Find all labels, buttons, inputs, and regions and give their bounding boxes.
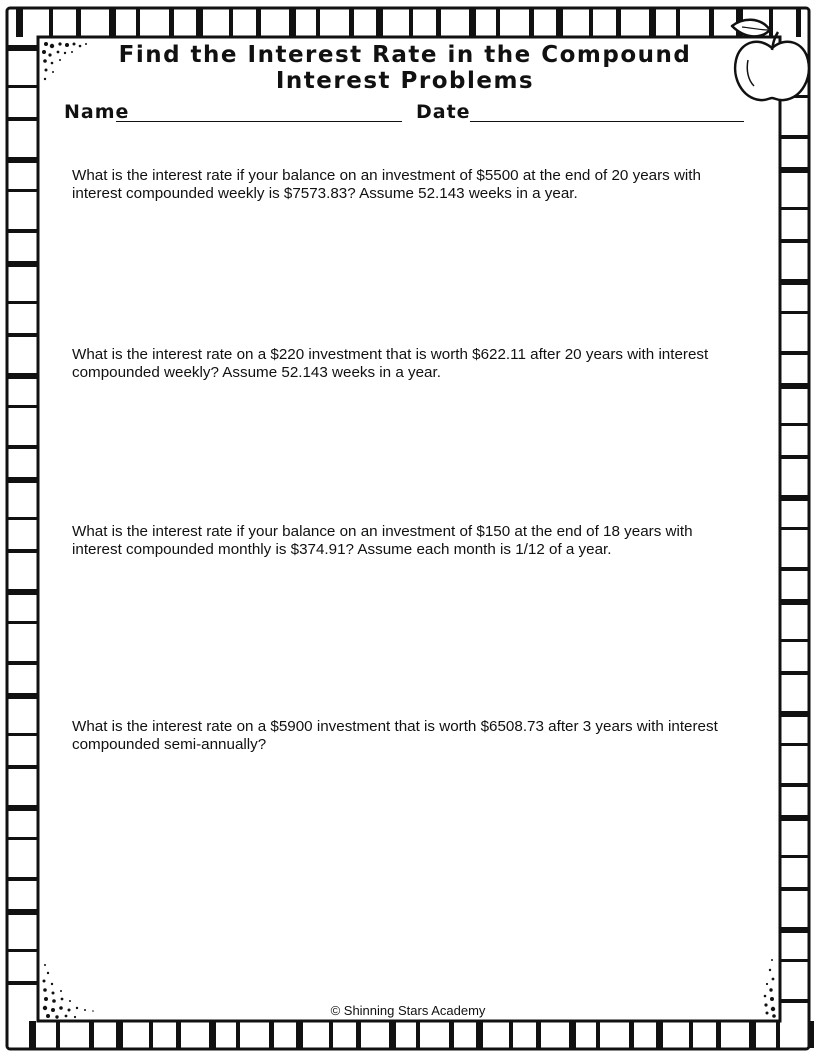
border-stripe bbox=[616, 9, 621, 37]
border-stripe bbox=[116, 1021, 123, 1048]
border-stripe bbox=[780, 495, 809, 501]
border-stripe bbox=[780, 815, 809, 821]
border-stripe bbox=[780, 167, 809, 173]
border-stripe bbox=[8, 949, 38, 952]
border-stripe bbox=[780, 527, 809, 530]
border-stripe bbox=[436, 9, 441, 37]
question-4: What is the interest rate on a $5900 investment that is worth $6508.73 after 3 years with interest compounded semi-annually? bbox=[72, 718, 718, 753]
border-stripe bbox=[769, 9, 773, 37]
border-stripe bbox=[289, 9, 296, 37]
border-stripe bbox=[8, 661, 38, 665]
border-stripe bbox=[780, 671, 809, 675]
border-stripe bbox=[8, 549, 38, 553]
border-stripe bbox=[780, 743, 809, 746]
border-stripe bbox=[796, 9, 801, 37]
border-stripe bbox=[780, 959, 809, 962]
border-stripe bbox=[8, 589, 38, 595]
border-stripe bbox=[780, 351, 809, 355]
name-field-line[interactable] bbox=[116, 121, 402, 122]
border-stripe bbox=[349, 9, 354, 37]
border-stripe bbox=[569, 1021, 576, 1048]
border-stripe bbox=[716, 1021, 721, 1048]
border-stripe bbox=[809, 1021, 814, 1048]
border-stripe bbox=[269, 1021, 274, 1048]
border-stripe bbox=[656, 1021, 663, 1048]
border-stripe bbox=[8, 189, 38, 192]
border-stripe bbox=[8, 157, 38, 163]
name-label: Name bbox=[64, 101, 130, 123]
border-stripe bbox=[16, 9, 23, 37]
border-stripe bbox=[416, 1021, 420, 1048]
border-stripe bbox=[780, 207, 809, 210]
border-stripe bbox=[8, 445, 38, 449]
border-stripe bbox=[8, 117, 38, 121]
border-stripe bbox=[589, 9, 593, 37]
border-stripe bbox=[8, 621, 38, 624]
question-2: What is the interest rate on a $220 investment that is worth $622.11 after 20 years with interest compounded weekly? Assume 52.143 weeks in a year. bbox=[72, 346, 709, 381]
border-stripe bbox=[29, 1021, 36, 1048]
date-field-line[interactable] bbox=[470, 121, 744, 122]
border-stripe bbox=[8, 765, 38, 769]
border-stripe bbox=[8, 85, 38, 88]
border-stripe bbox=[776, 1021, 780, 1048]
border-stripe bbox=[780, 239, 809, 243]
worksheet-title: Find the Interest Rate in the Compound Interest Problems bbox=[118, 42, 692, 94]
border-stripe bbox=[749, 1021, 756, 1048]
border-stripe bbox=[780, 639, 809, 642]
border-stripe bbox=[8, 693, 38, 699]
border-stripe bbox=[296, 1021, 303, 1048]
border-stripe bbox=[629, 1021, 634, 1048]
border-stripe bbox=[256, 9, 261, 37]
border-stripe bbox=[8, 405, 38, 408]
border-stripe bbox=[329, 1021, 333, 1048]
border-stripe bbox=[556, 9, 563, 37]
border-stripe bbox=[316, 9, 320, 37]
border-stripe bbox=[8, 301, 38, 304]
border-stripe bbox=[76, 9, 81, 37]
border-stripe bbox=[780, 567, 809, 571]
border-stripe bbox=[536, 1021, 541, 1048]
border-stripe bbox=[780, 855, 809, 858]
border-stripe bbox=[780, 423, 809, 426]
border-stripe bbox=[136, 9, 140, 37]
border-stripe bbox=[8, 229, 38, 233]
border-stripe bbox=[236, 1021, 240, 1048]
border-stripe bbox=[780, 711, 809, 717]
border-stripe bbox=[376, 9, 383, 37]
border-stripe bbox=[149, 1021, 153, 1048]
date-label: Date bbox=[416, 101, 471, 123]
border-stripe bbox=[449, 1021, 454, 1048]
border-stripe bbox=[676, 9, 680, 37]
border-stripe bbox=[476, 1021, 483, 1048]
border-stripe bbox=[8, 517, 38, 520]
border-stripe bbox=[780, 455, 809, 459]
border-stripe bbox=[229, 9, 233, 37]
border-stripe bbox=[780, 279, 809, 285]
border-stripe bbox=[89, 1021, 94, 1048]
border-stripe bbox=[496, 9, 500, 37]
border-stripe bbox=[8, 733, 38, 736]
border-stripe bbox=[8, 45, 38, 51]
border-stripe bbox=[169, 9, 174, 37]
border-stripe bbox=[8, 981, 38, 985]
border-stripe bbox=[780, 783, 809, 787]
border-stripe bbox=[509, 1021, 513, 1048]
border-stripe bbox=[596, 1021, 600, 1048]
border-stripe bbox=[389, 1021, 396, 1048]
border-stripe bbox=[8, 909, 38, 915]
border-stripe bbox=[109, 9, 116, 37]
border-stripe bbox=[780, 383, 809, 389]
border-stripe bbox=[649, 9, 656, 37]
border-stripe bbox=[780, 311, 809, 314]
border-stripe bbox=[409, 9, 413, 37]
border-stripe bbox=[780, 599, 809, 605]
border-stripe bbox=[196, 9, 203, 37]
question-3: What is the interest rate if your balance on an investment of $150 at the end of 18 years with interest compounded monthly is $374.91? Assume each month is 1/12 of a year. bbox=[72, 523, 693, 558]
border-stripe bbox=[56, 1021, 60, 1048]
border-stripe bbox=[8, 261, 38, 267]
border-stripe bbox=[529, 9, 534, 37]
border-stripe bbox=[709, 9, 714, 37]
border-stripe bbox=[176, 1021, 181, 1048]
border-stripe bbox=[8, 333, 38, 337]
border-stripe bbox=[469, 9, 476, 37]
border-stripe bbox=[8, 837, 38, 840]
border-stripe bbox=[8, 373, 38, 379]
border-stripe bbox=[8, 477, 38, 483]
border-stripe bbox=[780, 135, 809, 139]
border-stripe bbox=[689, 1021, 693, 1048]
border-stripe bbox=[209, 1021, 216, 1048]
copyright-footer: © Shinning Stars Academy bbox=[330, 1003, 486, 1018]
question-1: What is the interest rate if your balance on an investment of $5500 at the end of 20 years with interest compounded weekly is $7573.83? Assume 52.143 weeks in a year. bbox=[72, 167, 701, 202]
border-stripe bbox=[780, 927, 809, 933]
border-stripe bbox=[8, 877, 38, 881]
border-stripe bbox=[780, 887, 809, 891]
border-stripe bbox=[356, 1021, 361, 1048]
border-stripe bbox=[49, 9, 53, 37]
border-stripe bbox=[8, 805, 38, 811]
